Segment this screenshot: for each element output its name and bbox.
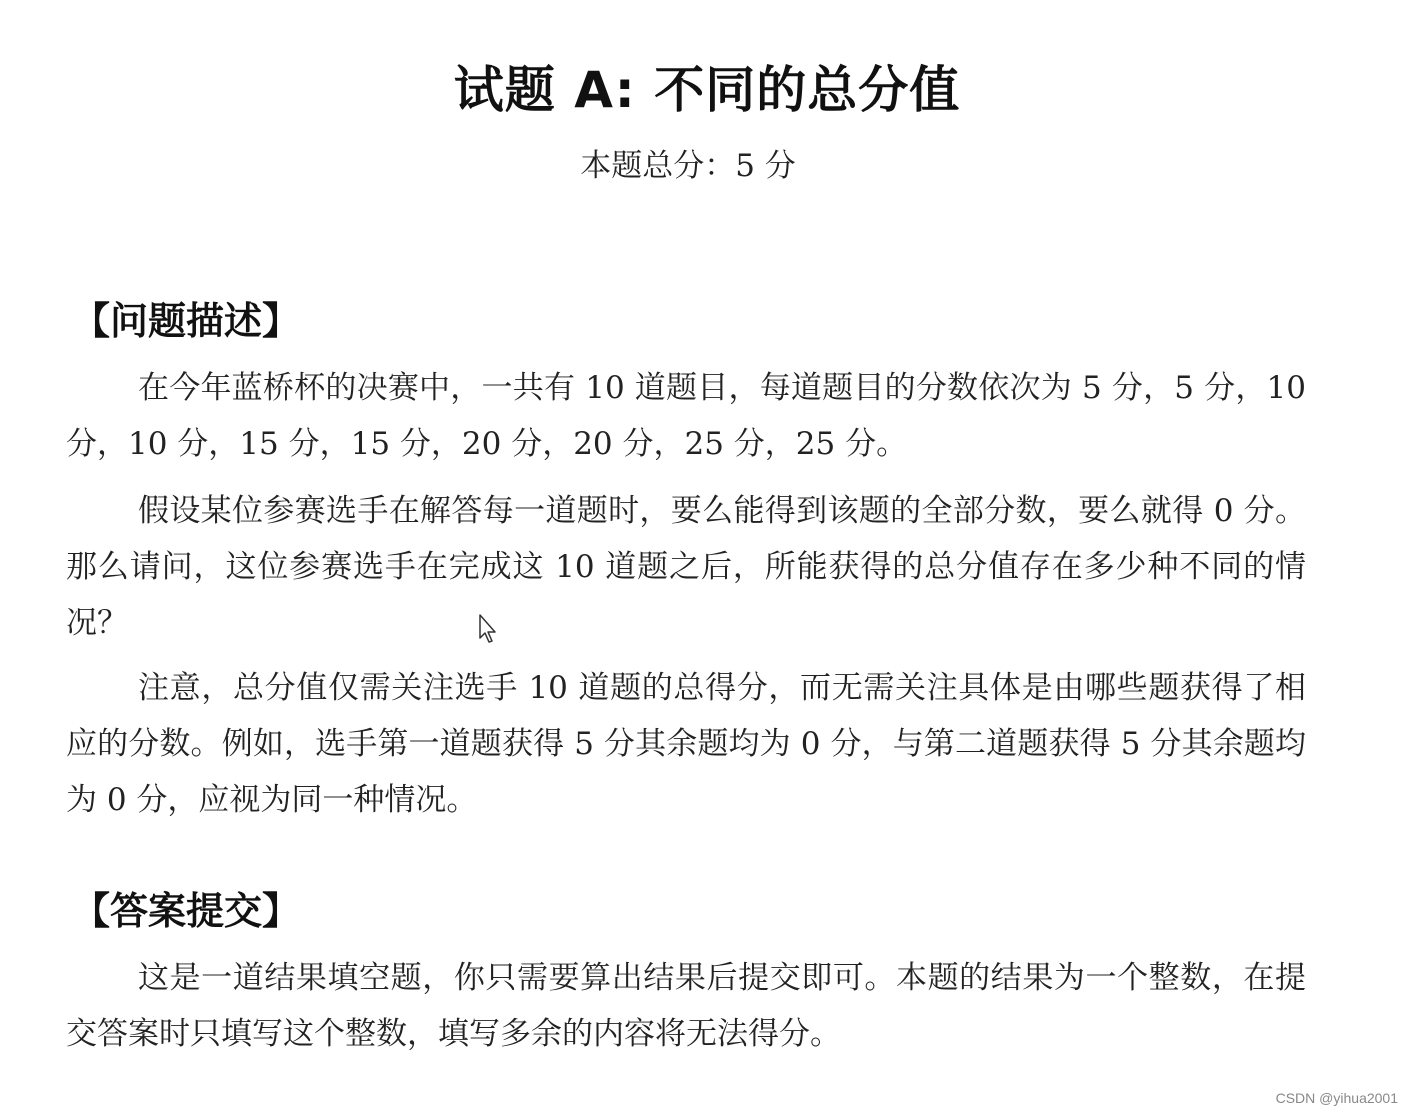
description-paragraph: 假设某位参赛选手在解答每一道题时，要么能得到该题的全部分数，要么就得 0 分。那么请问，这位参赛选手在完成这 10 道题之后，所能获得的总分值存在多少种不同的情况？ <box>66 493 1306 641</box>
section-heading-description: 【问题描述】 <box>72 299 301 343</box>
description-paragraph: 在今年蓝桥杯的决赛中，一共有 10 道题目，每道题目的分数依次为 5 分，5 分，10 分，10 分，15 分，15 分，20 分，20 分，25 分，25 分。 <box>66 370 1306 462</box>
section-heading-submission: 【答案提交】 <box>72 889 301 933</box>
watermark: CSDN @yihua2001 <box>1275 1090 1398 1106</box>
problem-score: 本题总分：5 分 <box>580 148 796 184</box>
problem-title: 试题 A: 不同的总分值 <box>453 61 961 119</box>
mouse-cursor-icon <box>478 614 498 644</box>
submission-paragraph: 这是一道结果填空题，你只需要算出结果后提交即可。本题的结果为一个整数，在提交答案时只填写这个整数，填写多余的内容将无法得分。 <box>66 960 1306 1052</box>
description-paragraph: 注意，总分值仅需关注选手 10 道题的总得分，而无需关注具体是由哪些题获得了相应的分数。例如，选手第一道题获得 5 分其余题均为 0 分，与第二道题获得 5 分其余题均为 0 分，应视为同一种情况。 <box>66 670 1306 818</box>
